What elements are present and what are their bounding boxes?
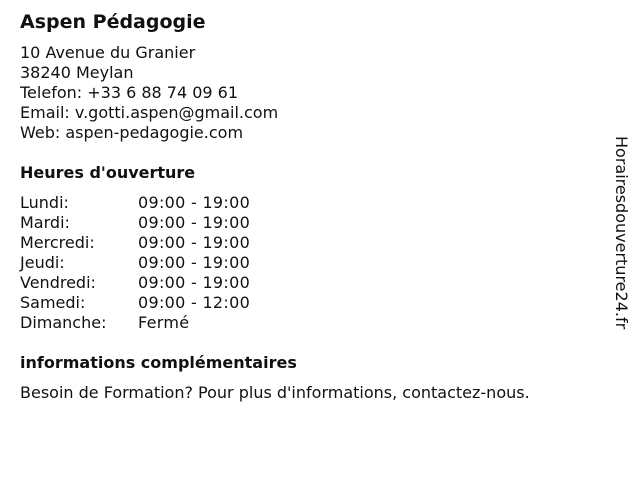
additional-info-heading: informations complémentaires [20, 353, 297, 372]
hours-row-monday [20, 193, 250, 213]
hours-day: Lundi: [20, 193, 69, 212]
hours-time: 09:00 - 19:00 [138, 273, 251, 292]
hours-day: Dimanche: [20, 313, 107, 332]
email-address[interactable]: Email: v.gotti.aspen@gmail.com [20, 103, 279, 122]
hours-day: Vendredi: [20, 273, 96, 292]
hours-row-tuesday [20, 213, 250, 233]
hours-time: 09:00 - 19:00 [138, 233, 251, 252]
hours-row-saturday [20, 293, 250, 313]
website-link[interactable]: Web: aspen-pedagogie.com [20, 123, 244, 142]
contact-block [20, 43, 278, 143]
opening-hours-heading: Heures d'ouverture [20, 163, 196, 182]
hours-row-friday [20, 273, 250, 293]
hours-row-wednesday [20, 233, 250, 253]
hours-day: Mardi: [20, 213, 70, 232]
address-street: 10 Avenue du Granier [20, 43, 196, 62]
phone-number[interactable]: Telefon: +33 6 88 74 09 61 [20, 83, 239, 102]
hours-time: 09:00 - 19:00 [138, 213, 251, 232]
additional-info-text: Besoin de Formation? Pour plus d'informations, contactez-nous. [20, 383, 530, 402]
hours-day: Samedi: [20, 293, 86, 312]
hours-day: Jeudi: [20, 253, 65, 272]
hours-row-sunday [20, 313, 250, 333]
hours-row-thursday [20, 253, 250, 273]
hours-time: Fermé [138, 313, 190, 332]
business-name: Aspen Pédagogie [20, 11, 206, 33]
site-watermark-label: Horairesdouverture24.fr [612, 136, 631, 330]
hours-day: Mercredi: [20, 233, 95, 252]
hours-time: 09:00 - 19:00 [138, 253, 251, 272]
hours-time: 09:00 - 12:00 [138, 293, 251, 312]
address-city: 38240 Meylan [20, 63, 134, 82]
opening-hours-table [20, 193, 250, 333]
hours-time: 09:00 - 19:00 [138, 193, 251, 212]
